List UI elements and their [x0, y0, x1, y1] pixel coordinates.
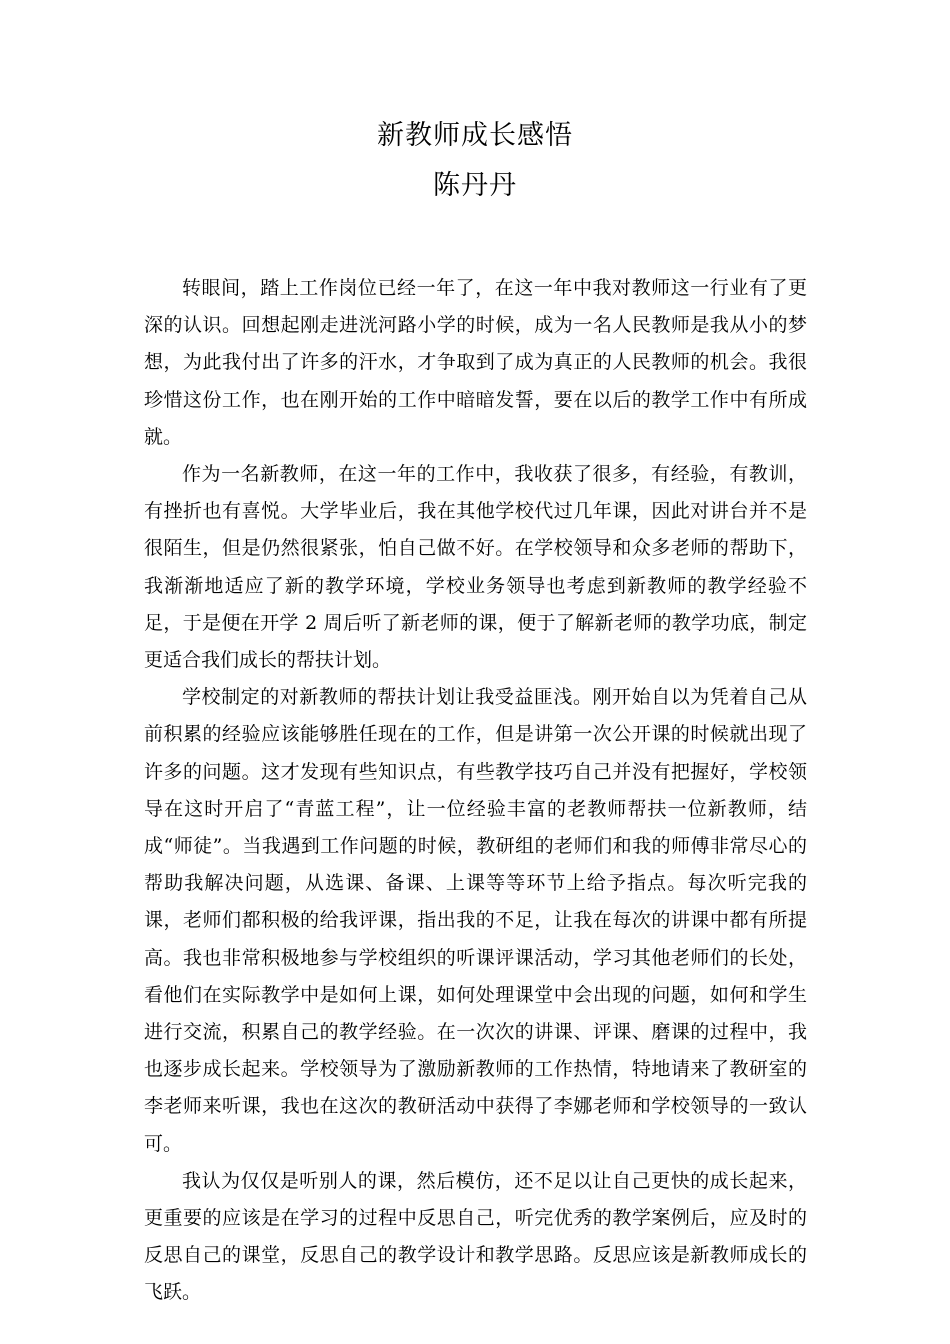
document-body	[144, 270, 807, 1312]
body-paragraph: 作为一名新教师，在这一年的工作中，我收获了很多，有经验，有教训，有挫折也有喜悦。大学毕业后，我在其他学校代过几年课，因此对讲台并不是很陌生，但是仍然很紧张，怕自己做不好。在学校领导和众多老师的帮助下，我渐渐地适应了新的教学环境，学校业务领导也考虑到新教师的教学经验不足，于是便在开学 2 周后听了新老师的课，便于了解新老师的教学功底，制定更适合我们成长的帮扶计划。	[144, 463, 807, 672]
document-title: 新教师成长感悟	[377, 120, 573, 151]
body-paragraph: 转眼间，踏上工作岗位已经一年了，在这一年中我对教师这一行业有了更深的认识。回想起刚走进洸河路小学的时候，成为一名人民教师是我从小的梦想，为此我付出了许多的汗水，才争取到了成为真正的人民教师的机会。我很珍惜这份工作，也在刚开始的工作中暗暗发誓，要在以后的教学工作中有所成就。	[144, 277, 807, 448]
body-paragraph: 我认为仅仅是听别人的课，然后模仿，还不足以让自己更快的成长起来，更重要的应该是在学习的过程中反思自己，听完优秀的教学案例后，应及时的反思自己的课堂，反思自己的教学设计和教学思路。反思应该是新教师成长的飞跃。	[144, 1169, 807, 1304]
body-paragraph: 学校制定的对新教师的帮扶计划让我受益匪浅。刚开始自以为凭着自己从前积累的经验应该能够胜任现在的工作，但是讲第一次公开课的时候就出现了许多的问题。这才发现有些知识点，有些教学技巧自己并没有把握好，学校领导在这时开启了“青蓝工程”，让一位经验丰富的老教师帮扶一位新教师，结成“师徒”。当我遇到工作问题的时候，教研组的老师们和我的师傅非常尽心的帮助我解决问题，从选课、备课、上课等等环节上给予指点。每次听完我的课，老师们都积极的给我评课，指出我的不足，让我在每次的讲课中都有所提高。我也非常积极地参与学校组织的听课评课活动，学习其他老师们的长处，看他们在实际教学中是如何上课，如何处理课堂中会出现的问题，如何和学生进行交流，积累自己的教学经验。在一次次的讲课、评课、磨课的过程中，我也逐步成长起来。学校领导为了激励新教师的工作热情，特地请来了教研室的李老师来听课，我也在这次的教研活动中获得了李娜老师和学校领导的一致认可。	[144, 686, 807, 1155]
document-author: 陈丹丹	[433, 170, 517, 201]
